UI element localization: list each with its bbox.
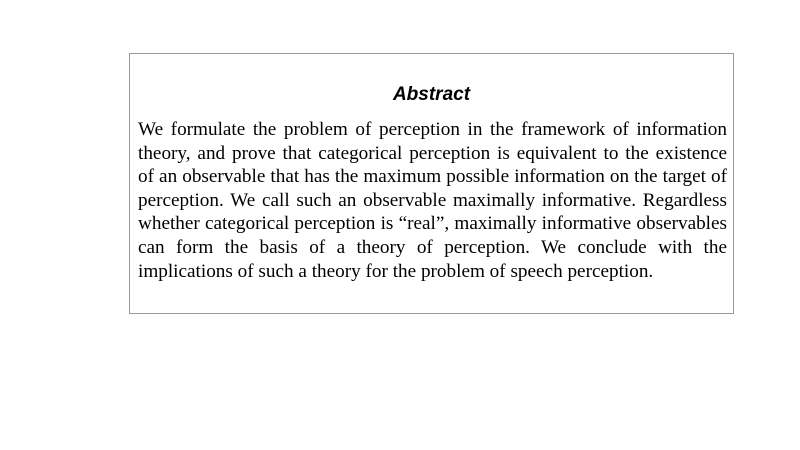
abstract-title: Abstract: [392, 84, 471, 105]
abstract-body-text: We formulate the problem of perception in the framework of information theory, and prove that categorical perception is equivalent to the existence of an observable that has the maximum possible information on the target of perception. We call such an observable maximally informative. Regardless whether categorical perception is “real”, maximally informative observables can form the basis of a theory of perception. We conclude with the implications of such a theory for the problem of speech perception.: [138, 119, 727, 282]
